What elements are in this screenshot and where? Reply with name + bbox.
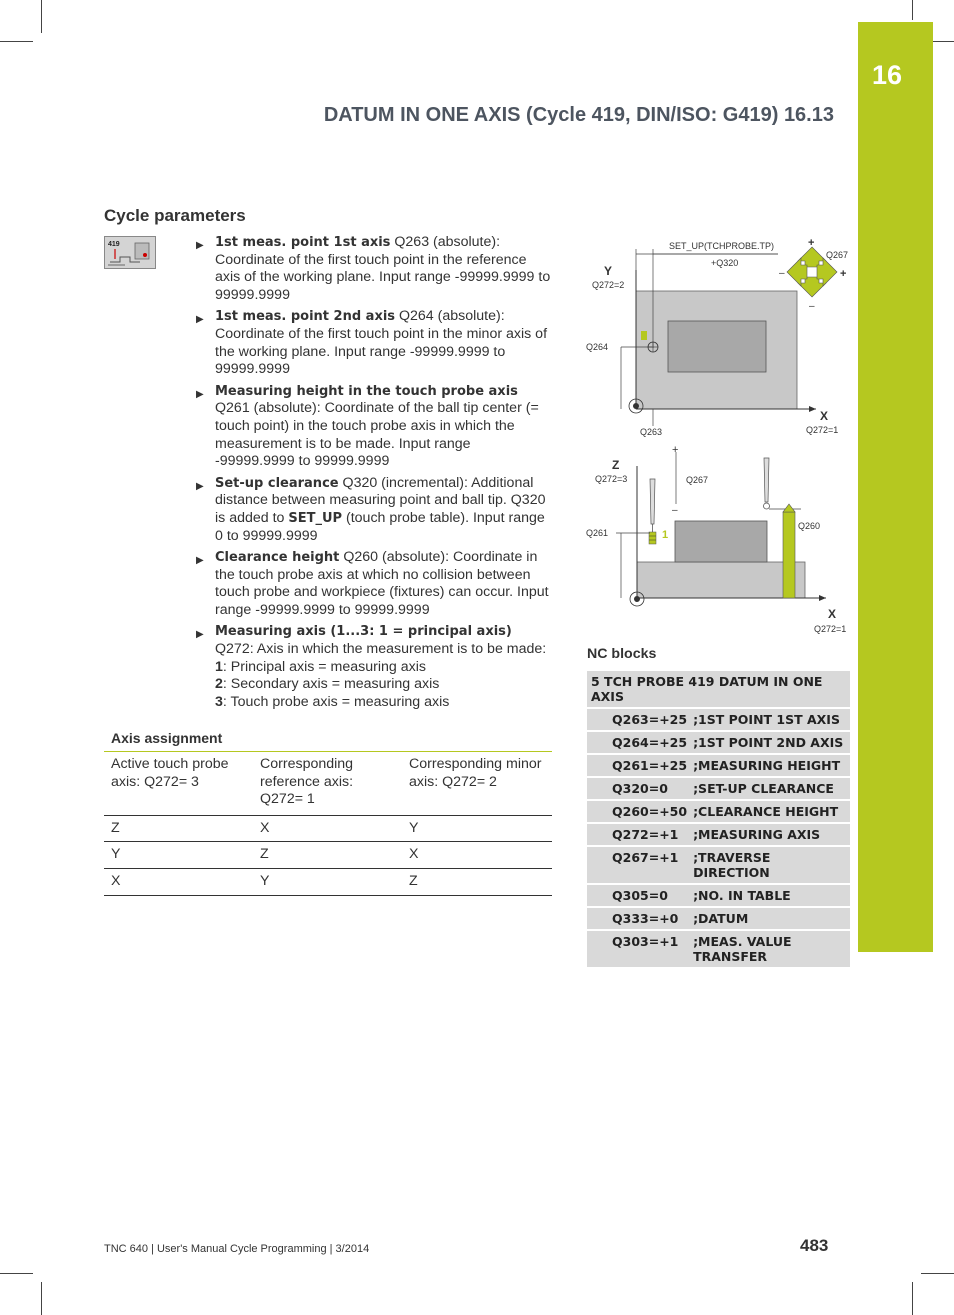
param-q263 [196,234,552,304]
q261-label: Q261 [586,528,609,538]
option-text: : Touch probe axis = measuring axis [222,693,450,710]
bullet-arrow-icon: ▶ [196,480,204,492]
x-axis-label: X [820,409,829,423]
nc-code: Q305=0 [587,885,691,906]
nc-first-line [587,671,850,707]
bullet-arrow-icon: ▶ [196,240,204,251]
table-row [104,815,552,842]
plus-sign: + [672,444,679,456]
table-row [104,842,552,869]
point-marker-icon [641,331,647,340]
nc-code: Q303=+1 [587,931,691,967]
param-name: 1st meas. point 1st axis [215,235,391,250]
nc-blocks-heading: NC blocks [587,646,657,662]
table-header-row [104,752,552,816]
minus-sign: – [779,268,785,279]
bullet-arrow-icon: ▶ [196,314,204,326]
param-q261 [196,383,552,471]
workpiece-boss [675,521,767,562]
param-desc: (touch probe table). Input range 0 to 99999.9999 [215,509,545,544]
param-desc: Q264 (absolute): Coordinate of the first touch point in the minor axis of the working plane. Input range -99999.9999 to 99999.9999 [215,308,548,378]
crop-mark [41,0,42,33]
minus-sign: – [672,505,678,516]
nc-comment: ;CLEARANCE HEIGHT [691,801,850,822]
axis-table-title: Axis assignment [104,728,552,752]
minus-sign: – [809,301,815,312]
nc-comment: ;TRAVERSE DIRECTION [691,847,850,883]
nc-row [587,824,850,845]
q272-3-label: Q272=3 [595,474,628,484]
nc-comment: ;MEAS. VALUE TRANSFER [691,931,850,967]
header-section-number: 16.13 [783,104,834,126]
nc-comment: ;MEASURING AXIS [691,824,850,845]
nc-row [587,732,850,753]
table-cell: Y [402,815,552,842]
setup-label: SET_UP(TCHPROBE.TP) [669,241,775,251]
param-desc: Q272: Axis in which the measurement is to be made: [215,641,547,658]
param-name: Set-up clearance [215,475,339,491]
nc-blocks-table [587,669,850,969]
param-name: Clearance height [215,550,340,566]
cycle-diagram [586,234,854,640]
table-cell: Z [104,815,253,842]
q320-label: +Q320 [711,258,739,268]
nc-row [587,709,850,730]
nc-row [587,847,850,883]
crop-mark [41,1282,42,1315]
plus-sign: + [808,237,815,249]
param-q264 [196,308,552,378]
touch-probe-icon [649,479,656,544]
param-desc: Q320 (incremental): Additional distance between measuring point and ball tip. Q320 is added to [215,474,546,526]
nc-code: Q333=+0 [587,908,691,929]
param-name: Measuring height in the touch probe axis [215,383,518,399]
q272-1-label-side: Q272=1 [814,624,847,634]
z-axis-label: Z [612,458,620,472]
q264-label: Q264 [586,342,609,352]
page-number: 483 [800,1236,829,1255]
workpiece-pocket [668,321,766,372]
chapter-number: 16 [872,60,903,90]
side-view-diagram [586,444,846,634]
chapter-tab [858,22,933,952]
option-key: 2 [215,676,223,693]
option-key: 1 [215,658,223,675]
crop-mark [0,41,33,42]
x-axis-label-side: X [828,607,837,621]
param-desc: Q260 (absolute): Coordinate in the touch probe axis at which no collision between touch probe and workpiece (fixtures) can occur. Input range -99999.9999 to 99999.9999 [215,549,549,618]
nc-code: Q264=+25 [587,732,691,753]
nc-code: Q261=+25 [587,755,691,776]
nc-comment: ;DATUM [691,908,850,929]
bullet-arrow-icon: ▶ [196,388,204,400]
nc-row [587,908,850,929]
header-title-main: DATUM IN ONE AXIS [323,104,521,126]
crop-mark [921,1273,954,1274]
nc-comment: ;1ST POINT 1ST AXIS [691,709,850,730]
table-cell: Y [253,868,402,895]
param-q272 [196,623,552,711]
table-cell: Active touch probe axis: Q272= 3 [104,752,253,816]
table-cell: X [253,815,402,842]
option-text: : Principal axis = measuring axis [222,658,426,675]
workpiece-side [637,562,805,598]
q272-1-label: Q272=1 [806,425,839,435]
param-q260 [196,549,552,619]
top-view-diagram [586,237,848,437]
q267-label: Q267 [826,250,849,260]
nc-code: Q260=+50 [587,801,691,822]
touch-probe-retracted-icon [764,458,770,509]
nc-row [587,885,850,906]
clearance-height-bar [783,512,795,598]
table-cell: X [402,842,552,869]
nc-row [587,755,850,776]
header-title-cycle: (Cycle 419, DIN/ISO: G419) [526,104,779,126]
param-q320 [196,475,552,545]
nc-comment: ;MEASURING HEIGHT [691,755,850,776]
nc-code: Q320=0 [587,778,691,799]
table-cell: Z [402,868,552,895]
page-header-title [324,104,834,127]
crop-mark [912,1282,913,1315]
nc-comment: ;NO. IN TABLE [691,885,850,906]
bullet-arrow-icon: ▶ [196,629,204,641]
plus-sign: + [840,268,847,280]
option-key: 3 [215,693,223,710]
q267-label-side: Q267 [686,475,709,485]
nc-comment: ;SET-UP CLEARANCE [691,778,850,799]
param-inline-keyword: SET_UP [288,510,343,526]
crop-mark [0,1273,33,1274]
param-desc: Q261 (absolute): Coordinate of the ball tip center (= touch point) in the touch probe axis in which the measurement is to be made. Input range -99999.9999 to 99999.9999 [215,400,539,470]
footer-manual-info: TNC 640 | User's Manual Cycle Programming | 3/2014 [104,1243,370,1255]
crop-mark [912,0,913,20]
nc-code: Q272=+1 [587,824,691,845]
table-cell: Corresponding minor axis: Q272= 2 [402,752,552,816]
param-name: 1st meas. point 2nd axis [215,309,396,325]
q272-2-label: Q272=2 [592,280,625,290]
table-cell: Z [253,842,402,869]
table-row [104,868,552,895]
nc-code: Q267=+1 [587,847,691,883]
q263-label: Q263 [640,427,663,437]
option-text: : Secondary axis = measuring axis [222,676,440,693]
nc-row [587,801,850,822]
nc-row [587,778,850,799]
axis-assignment-table [104,728,552,896]
param-desc: Q263 (absolute): Coordinate of the first touch point in the reference axis of the working plane. Input range -99999.9999 to 99999.9999 [215,234,551,303]
nc-code: Q263=+25 [587,709,691,730]
nc-cell: 5 TCH PROBE 419 DATUM IN ONE AXIS [587,671,850,707]
parameter-list [196,234,552,715]
table-cell: X [104,868,253,895]
softkey-label: 419 [108,241,120,248]
nc-row [587,931,850,967]
param-name: Measuring axis (1...3: 1 = principal axis) [215,624,512,640]
nc-comment: ;1ST POINT 2ND AXIS [691,732,850,753]
y-axis-label: Y [604,264,613,278]
q260-label: Q260 [798,521,821,531]
table-cell: Corresponding reference axis: Q272= 1 [253,752,402,816]
table-cell: Y [104,842,253,869]
cycle-419-softkey-icon [104,236,156,269]
section-heading: Cycle parameters [104,206,246,225]
bullet-arrow-icon: ▶ [196,555,204,567]
point-1-label: 1 [662,529,669,541]
